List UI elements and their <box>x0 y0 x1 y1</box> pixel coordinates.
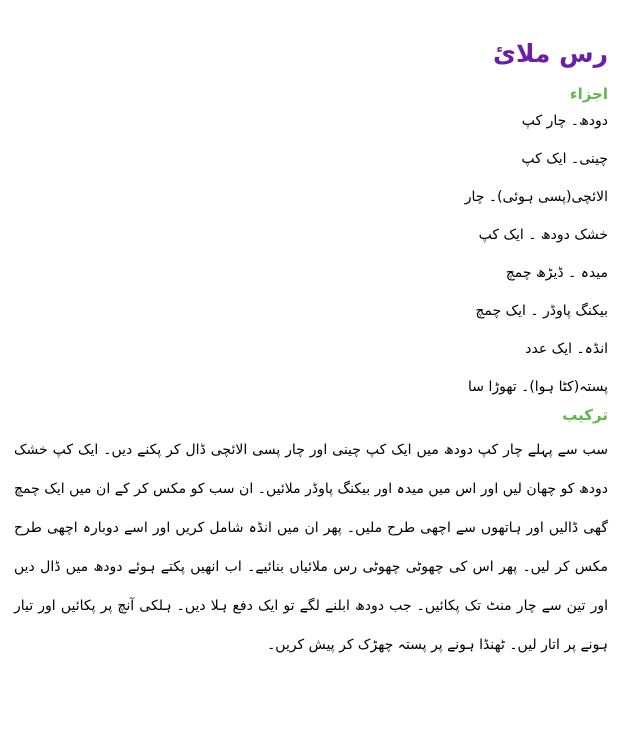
ingredient-item: الائچی(پسی ہوئی)۔ چار <box>464 189 608 205</box>
method-paragraph: سب سے پہلے چار کپ دودھ میں ایک کپ چینی اور چار پسی الائچی ڈال کر پکنے دیں۔ ایک کپ خشک دودھ کو چھان لیں اور اس میں میدہ اور بیکنگ پاوڈر ملائیں۔ ان سب کو مکس کر کے ان میں ایک چمچ گھی ڈالیں اور ہاتھوں سے اچھی طرح ملیں۔ پھر ان میں انڈہ شامل کریں اور اسے دوبارہ اچھی طرح مکس کر لیں۔ پھر اس کی چھوٹی چھوٹی رس ملائیاں بنائیے۔ اب انھیں پکتے ہوئے دودھ میں ڈال دیں اور تین سے چار منٹ تک پکائیں۔ جب دودھ ابلنے لگے تو ایک دفع ہلا دیں۔ ہلکی آنچ پر پکائیں اور تیار ہونے پر اتار لیں۔ ٹھنڈا ہونے پر پستہ چھڑک کر پیش کریں۔ <box>14 442 608 653</box>
ingredient-item: پستہ(کٹا ہوا)۔ تھوڑا سا <box>468 379 608 395</box>
ingredients-list <box>14 112 610 397</box>
method-heading: ترکیب <box>562 406 608 424</box>
ingredient-item: انڈہ۔ ایک عدد <box>525 341 608 357</box>
ingredient-item: خشک دودھ ۔ ایک کپ <box>478 227 608 243</box>
ingredient-item: میدہ ۔ ڈیڑھ چمچ <box>505 265 608 281</box>
ingredient-item: بیکنگ پاوڈر ۔ ایک چمچ <box>475 303 608 319</box>
recipe-title: رس ملائ <box>493 39 608 68</box>
ingredient-item: دودھ۔ چار کپ <box>521 113 608 129</box>
ingredients-heading: اجزاء <box>569 85 608 103</box>
ingredient-item: چینی۔ ایک کپ <box>521 151 608 167</box>
